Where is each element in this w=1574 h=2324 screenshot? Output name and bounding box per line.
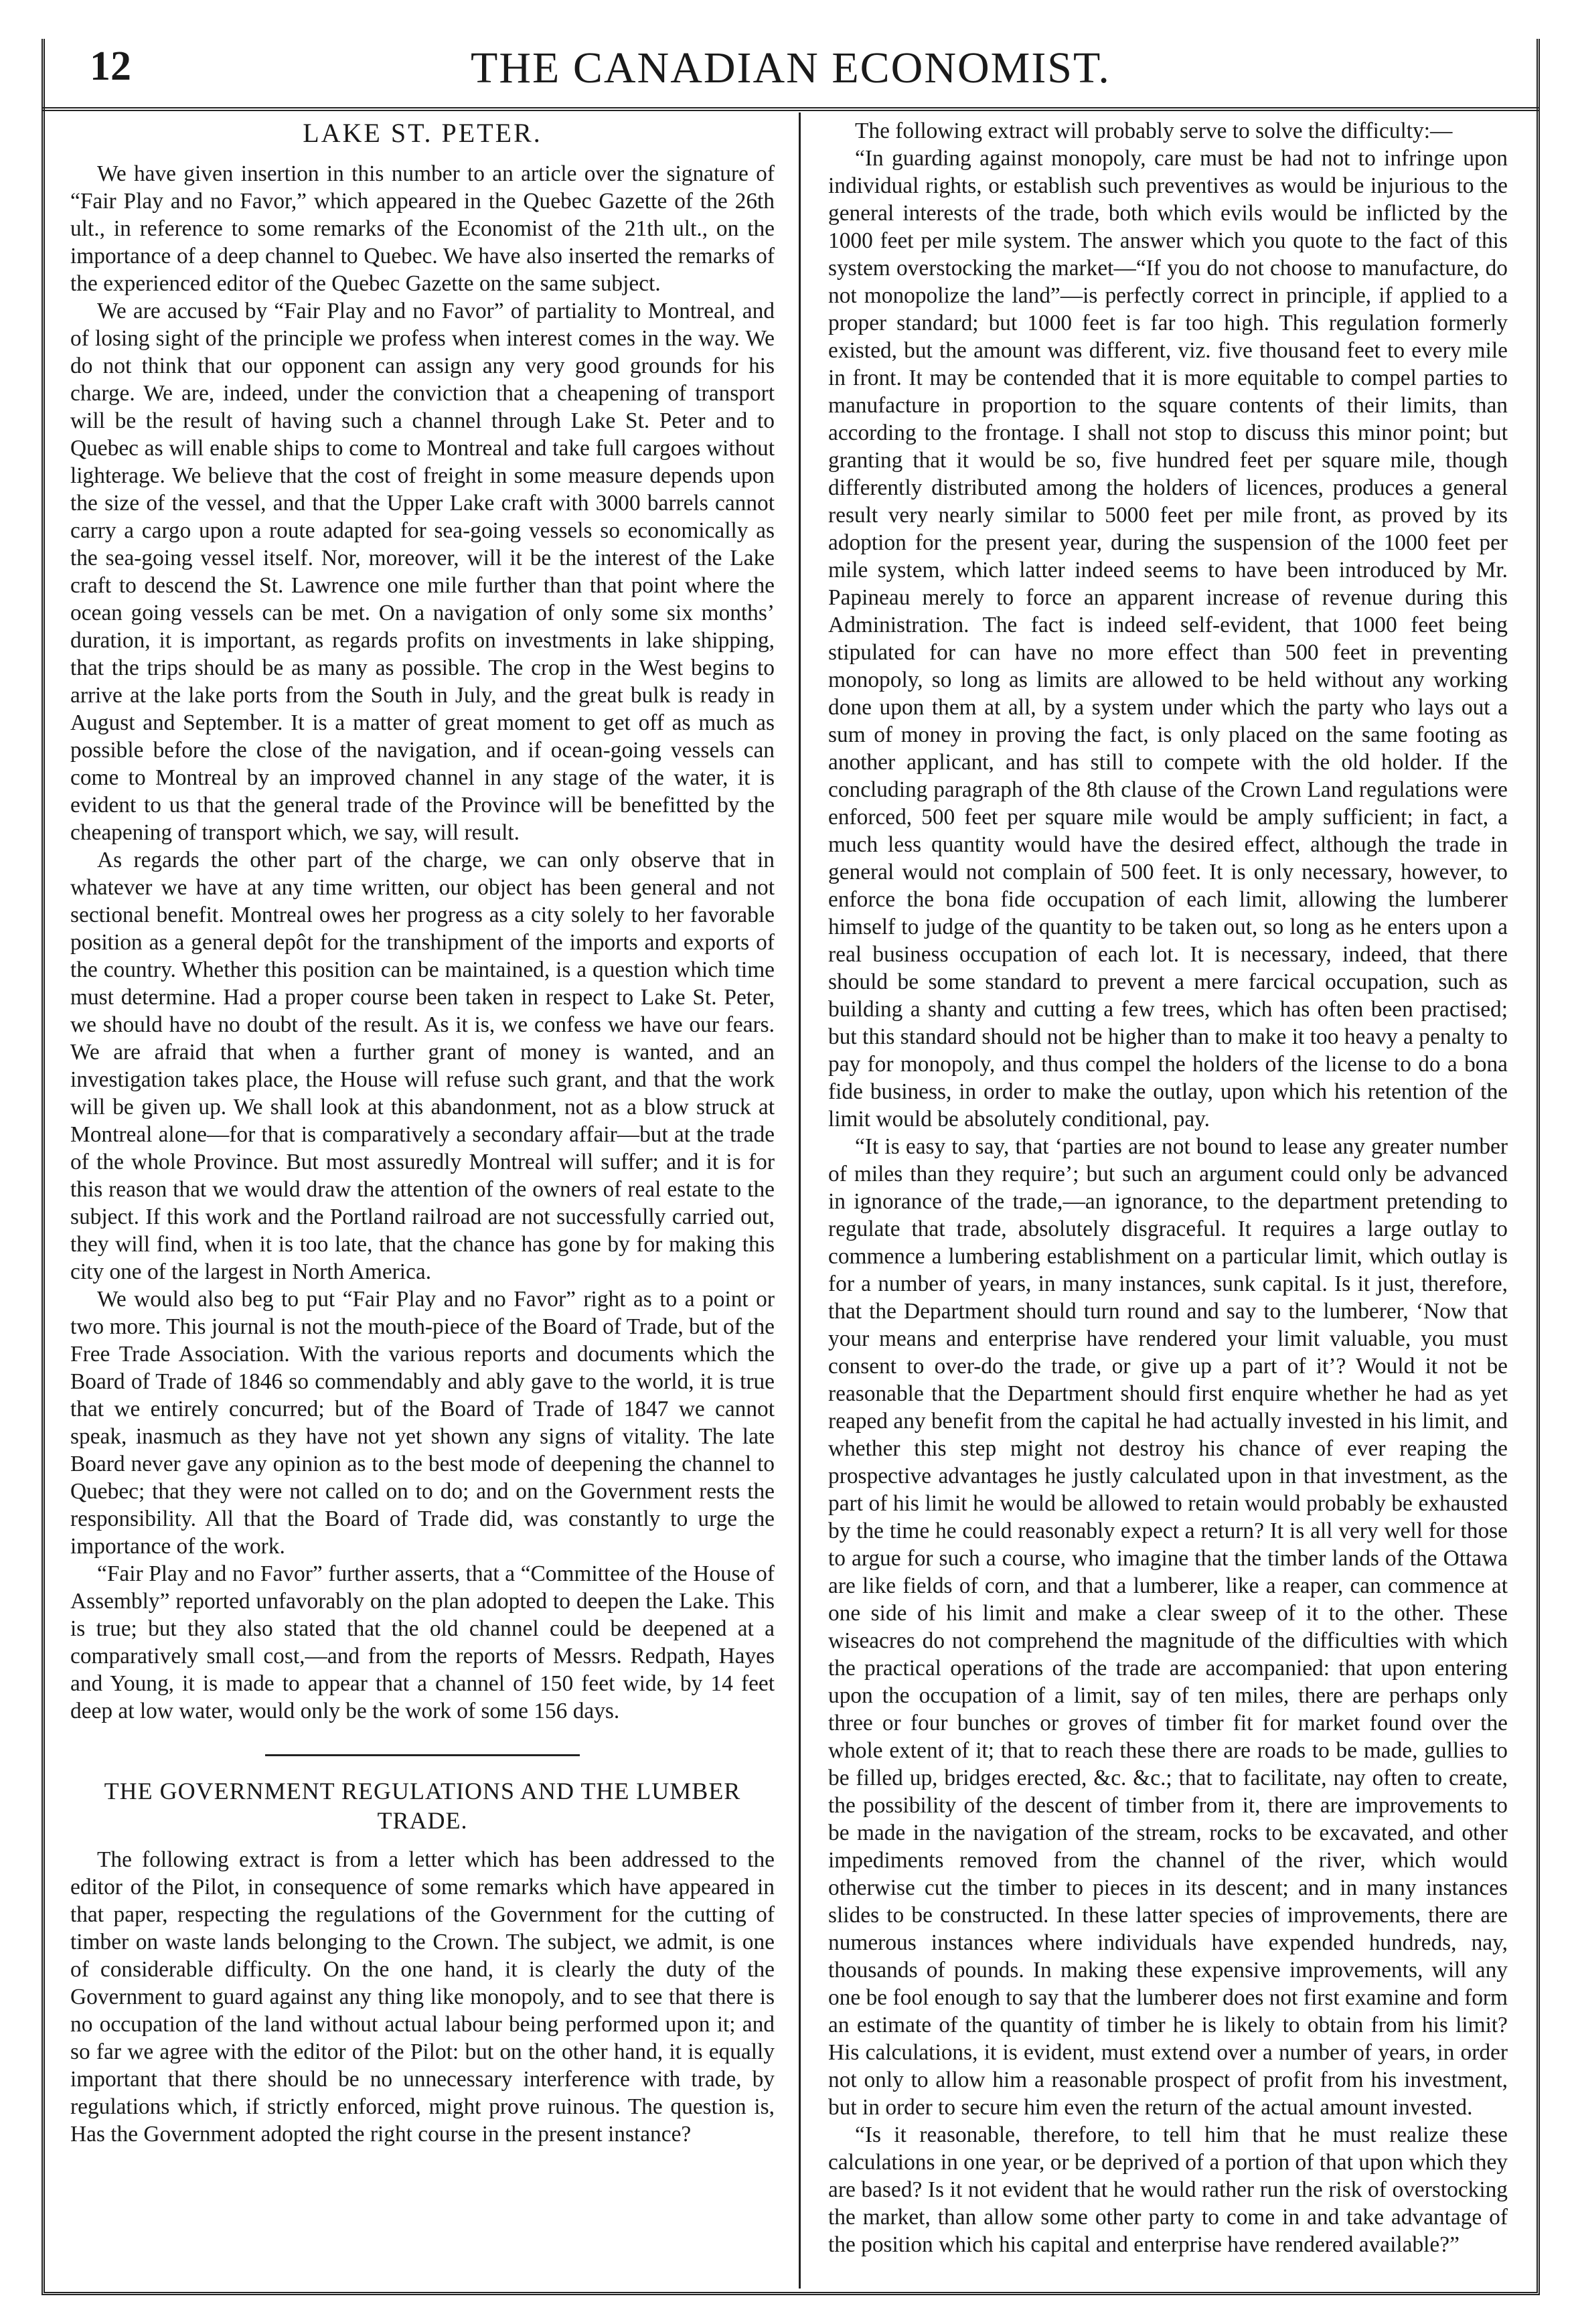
paragraph: We have given insertion in this number to an article over the signature of “Fair Play and no Favor,” which appeared in the Quebec Gazette of the 26th ult., in reference to some remarks of the Economist of the 21th ult., on the importance of a deep channel to Quebec. We have also inserted the remarks of the experienced editor of the Quebec Gazette on the same subject. [70,161,775,296]
masthead [42,43,1540,108]
paragraph: “In guarding against monopoly, care must be had not to infringe upon individual rights, or establish such preventives as would be injurious to the general interests of the trade, both which evils would be inflicted by the 1000 feet per mile system. The answer which you quote to the fact of this system overstocking the market—“If you do not choose to manufacture, do not monopolize the land”—is perfectly correct in principle, if applied to a proper standard; but 1000 feet is far too high. This regulation formerly existed, but the amount was different, viz. five thousand feet to every mile in front. It may be contended that it is more equitable to compel parties to manufacture in proportion to the square contents of their limits, than according to the frontage. I shall not stop to discuss this minor point; but granting that it would be so, five hundred feet per square mile, though differently distributed among the holders of licences, produces a general result very nearly similar to 5000 feet per mile front, as proved by its adoption for the present year, during the suspension of the 1000 feet per mile system, which latter indeed seems to have been introduced by Mr. Papineau merely to force an apparent increase of revenue during this Administration. The fact is indeed self-evident, that 1000 feet being stipulated for can have no more effect than 500 feet in preventing monopoly, so long as limits are allowed to be held without any working done upon them at all, by a system under which the party who lays out a sum of money in proving the fact, is only placed on the same footing as another applicant, and has still to compete with the old holder. If the concluding paragraph of the 8th clause of the Crown Land regulations were enforced, 500 feet per square mile would be amply sufficient; in fact, a much less quantity would have the desired effect, although the trade in general would not complain of 500 feet. It is only necessary, however, to enforce the bona fide occupation of each limit, allowing the lumberer himself to judge of the quantity to be taken out, so long as he enters upon a real business occupation of each lot. It is necessary, indeed, that there should be some standard to prevent a mere farcical occupation, such as building a shanty and cutting a few trees, which has often been practised; but this standard should not be higher than to make it too heavy a penalty to pay for monopoly, and thus compel the holders of the license to do a bona fide business, in order to make the outlay, upon which his retention of the limit would be absolutely conditional, pay. [828,146,1508,1132]
article-title-lumber-trade: THE GOVERNMENT REGULATIONS AND THE LUMBER TRADE. [104,1778,741,1834]
right-column [828,117,1508,2258]
paragraph: As regards the other part of the charge, we can only observe that in whatever we have at any time written, our object has been general and not sectional benefit. Montreal owes her progress as a city solely to her favorable position as a general depôt for the transhipment of the imports and exports of the country. Whether this position can be maintained, is a question which time must determine. Had a proper course been taken in respect to Lake St. Peter, we should have no doubt of the result. As it is, we confess we have our fears. We are afraid that when a further grant of money is wanted, and an investigation takes place, the House will refuse such grant, and that the work will be given up. We shall look at this abandonment, not as a blow struck at Montreal alone—for that is comparatively a secondary affair—but at the trade of the whole Province. But most assuredly Montreal will suffer; and it is for this reason that we would draw the attention of the owners of real estate to the subject. If this work and the Portland railroad are not successfully carried out, they will find, when it is too late, that the chance has gone by for making this city one of the largest in North America. [70,848,775,1284]
paragraph: “Fair Play and no Favor” further asserts, that a “Committee of the House of Assembly” reported unfavorably on the plan adopted to deepen the Lake. This is true; but they also stated that the old channel could be deepened at a comparatively small cost,—and from the reports of Messrs. Redpath, Hayes and Young, it is made to appear that a channel of 150 feet wide, by 14 feet deep at low water, would only be the work of some 156 days. [70,1561,775,1723]
column-divider [799,112,801,2289]
paragraph: “Is it reasonable, therefore, to tell him that he must realize these calculations in one year, or be deprived of a portion of that upon which they are based? Is it not evident that he would rather run the risk of overstocking the market, than allow some other party to come in and take advantage of the position which his capital and enterprise have rendered available?” [828,2122,1508,2257]
paragraph: “It is easy to say, that ‘parties are not bound to lease any greater number of miles than they require’; but such an argument could only be advanced in ignorance of the trade,—an ignorance, to the department pretending to regulate that trade, absolutely disgraceful. It requires a large outlay to commence a lumbering establishment on a particular limit, which outlay is for a number of years, in many instances, sunk capital. Is it just, therefore, that the Department should turn round and say to the lumberer, ‘Now that your means and enterprise have rendered your limit valuable, you must consent to over-do the trade, or give up a part of it’? Would it not be reasonable that the Department should first enquire whether he had as yet reaped any benefit from the capital he had actually invested in his limit, and whether this step might not destroy his chance of ever reaping the prospective advantages he justly calculated upon in that investment, as the part of his limit he would be allowed to retain would probably be exhausted by the time he could reasonably expect a return? It is all very well for those to argue for such a course, who imagine that the timber lands of the Ottawa are like fields of corn, and that a lumberer, like a reaper, can commence at one side of his limit and make a clear sweep of it to the other. These wiseacres do not comprehend the magnitude of the difficulties with which the practical operations of the trade are accompanied: that upon entering upon the occupation of a limit, say of ten miles, there are perhaps only three or four bunches or groves of timber fit for market found over the whole extent of it; that to reach these there are roads to be made, gullies to be filled up, bridges erected, &c. &c.; that to facilitate, nay often to create, the possibility of the descent of timber from it, there are improvements to be made in the navigation of the stream, rocks to be excavated, and other impediments removed from the channel of the river, which would otherwise cut the timber to pieces in its descent; and in many instances slides to be constructed. In these latter species of improvements, there are numerous instances where individuals have expended hundreds, nay, thousands of pounds. In making these expensive improvements, will any one be fool enough to say that the lumberer does not first examine and form an estimate of the quantity of timber he is likely to obtain from his limit? His calculations, it is evident, must extend over a number of years, in order not only to allow him a reasonable prospect of profit from his investment, but in order to secure him even the return of the actual amount invested. [828,1134,1508,2120]
paragraph: We would also beg to put “Fair Play and no Favor” right as to a point or two more. This journal is not the mouth-piece of the Board of Trade, but of the Free Trade Association. With the various reports and documents which the Board of Trade of 1846 so commendably and ably gave to the world, it is true that we entirely concurred; but of the Board of Trade of 1847 we cannot speak, inasmuch as they have not yet shown any signs of vitality. The late Board never gave any opinion as to the best mode of deepening the channel to Quebec; that they were not called on to do; and on the Government rests the responsibility. All that the Board of Trade did, was constantly to urge the importance of the work. [70,1287,775,1559]
journal-title: THE CANADIAN ECONOMIST. [471,44,1111,92]
paragraph: The following extract is from a letter which has been addressed to the editor of the Pilot, in consequence of some remarks which have appeared in that paper, respecting the regulations of the Government for the cutting of timber on waste lands belonging to the Crown. The subject, we admit, is one of considerable difficulty. On the one hand, it is clearly the duty of the Government to guard against any thing like monopoly, and to see that there is no occupation of the land without actual labour being performed upon it; and so far we agree with the editor of the Pilot: but on the other hand, it is equally important that there should be no unnecessary interference with trade, by regulations which, if strictly enforced, might prove ruinous. The question is, Has the Government adopted the right course in the present instance? [70,1847,775,2147]
section-separator-rule [265,1754,580,1756]
page-number: 12 [90,44,131,89]
article-title-lake-st-peter: LAKE ST. PETER. [303,118,542,148]
left-column [70,117,775,2148]
masthead-rule [42,107,1540,111]
paragraph: We are accused by “Fair Play and no Favor” of partiality to Montreal, and of losing sight of the principle we profess when interest comes in the way. We do not think that our opponent can assign any very good grounds for his charge. We are, indeed, under the conviction that a cheapening of transport will be the result of having such a channel through Lake St. Peter and to Quebec as will enable ships to come to Montreal and take full cargoes without lighterage. We believe that the cost of freight in some measure depends upon the size of the vessel, and that the Upper Lake craft with 3000 barrels cannot carry a cargo upon a route adapted for sea-going vessels so economically as the sea-going vessel itself. Nor, moreover, will it be the interest of the Lake craft to descend the St. Lawrence one mile further than that point where the ocean going vessels can be met. On a navigation of only some six months’ duration, it is important, as regards profits on investments in lake shipping, that the trips should be as many as possible. The crop in the West begins to arrive at the lake ports from the South in July, and the great bulk is ready in August and September. It is a matter of great moment to get off as much as possible before the close of the navigation, and if ocean-going vessels can come to Montreal by an improved channel in any stage of the water, it is evident to us that the general trade of the Province will be benefitted by the cheapening of transport which, we say, will result. [70,299,775,845]
paragraph: The following extract will probably serve to solve the difficulty:— [855,119,1453,143]
